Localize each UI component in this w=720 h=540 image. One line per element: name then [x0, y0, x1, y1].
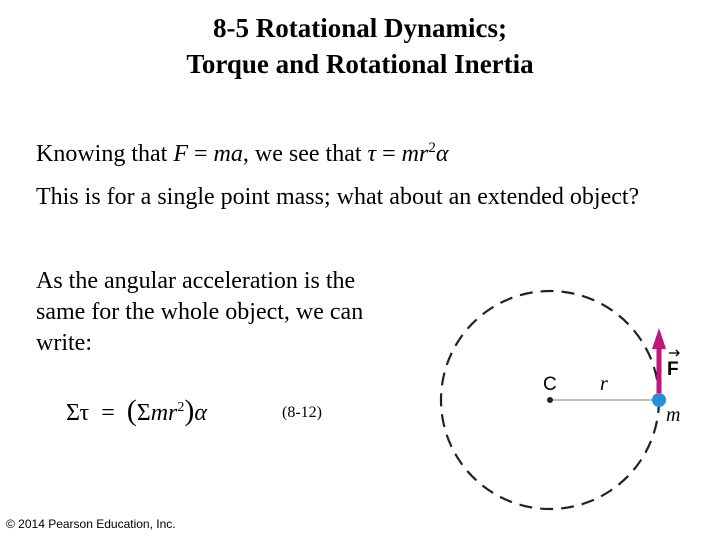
- p1-prefix: Knowing that: [36, 141, 174, 167]
- p1-alpha: α: [435, 141, 449, 167]
- paragraph-newton-relation: [36, 133, 676, 170]
- eq-lhs: Στ: [66, 400, 90, 426]
- eq-exponent: 2: [177, 400, 185, 415]
- center-label: C: [543, 374, 557, 395]
- paragraph-angular-acceleration: As the angular acceleration is the same for the whole object, we can write:: [36, 268, 364, 356]
- rotating-mass-diagram: [430, 285, 700, 540]
- eq-open-paren: (: [126, 394, 137, 427]
- center-point: [547, 397, 553, 403]
- force-arrow-head: [652, 328, 666, 349]
- p1-ma: ma: [213, 141, 243, 167]
- eq-sigma: Σ: [136, 400, 151, 426]
- paragraph-extended-object: This is for a single point mass; what about an extended object?: [36, 184, 640, 210]
- title-line-1: 8-5 Rotational Dynamics;: [213, 13, 507, 43]
- p1-equals-2: =: [376, 141, 402, 167]
- p1-equals: =: [188, 141, 214, 167]
- point-mass: [652, 393, 666, 407]
- mass-label: m: [666, 404, 681, 426]
- eq-close-paren: ): [184, 394, 195, 427]
- copyright-notice: © 2014 Pearson Education, Inc.: [6, 517, 176, 531]
- p1-mid-text: , we see that: [242, 141, 368, 167]
- eq-equals: =: [101, 400, 115, 426]
- eq-mr: mr: [150, 400, 178, 426]
- equation-number: (8-12): [282, 404, 322, 421]
- p1-mr: mr: [401, 141, 429, 167]
- p1-force-symbol: F: [173, 141, 188, 167]
- p1-tau: τ: [367, 141, 377, 167]
- equation-8-12: [66, 394, 207, 428]
- title-line-2: Torque and Rotational Inertia: [186, 49, 534, 79]
- slide-title: [0, 10, 720, 82]
- eq-alpha: α: [194, 400, 207, 426]
- force-label: F: [667, 359, 679, 380]
- radius-label: r: [600, 373, 608, 395]
- p1-exponent: 2: [428, 140, 436, 156]
